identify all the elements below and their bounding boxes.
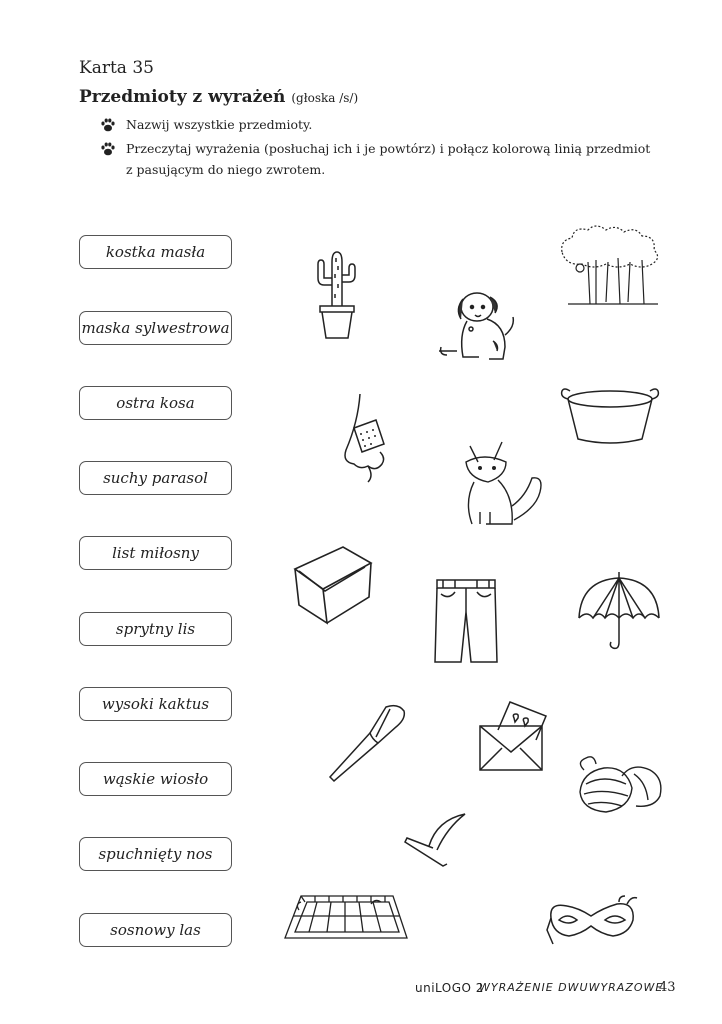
fox-icon[interactable] <box>456 436 548 528</box>
instruction-1 <box>100 114 312 135</box>
phrase-box[interactable]: wąskie wiosło <box>79 762 232 796</box>
mask-icon[interactable] <box>545 894 639 950</box>
phrase-box[interactable]: maska sylwestrowa <box>79 311 232 345</box>
phrase-box[interactable]: list miłosny <box>79 536 232 570</box>
instruction-2 <box>100 138 650 180</box>
footer-label: WYRAŻENIE DWUWYRAZOWE <box>479 981 664 994</box>
cactus-icon[interactable] <box>312 240 362 342</box>
page-title <box>79 87 358 107</box>
instruction-text: Przeczytaj wyrażenia (posłuchaj ich i je powtórz) i połącz kolorową linią przedmiot <box>126 141 651 156</box>
instruction-text: Nazwij wszystkie przedmioty. <box>126 117 313 132</box>
title-subtitle: (głoska /s/) <box>291 91 359 105</box>
scythe-icon[interactable] <box>403 812 467 870</box>
phrase-box[interactable]: sprytny lis <box>79 612 232 646</box>
phrase-box[interactable]: wysoki kaktus <box>79 687 232 721</box>
dog-icon[interactable] <box>437 285 521 367</box>
phrase-box[interactable]: kostka masła <box>79 235 232 269</box>
instruction-text-continued: z pasującym do niego zwrotem. <box>126 162 326 177</box>
title-text: Przedmioty z wyrażeń <box>79 87 286 107</box>
cocoa-pods-icon[interactable] <box>572 752 664 816</box>
love-letter-icon[interactable] <box>476 700 550 774</box>
umbrella-icon[interactable] <box>575 570 663 652</box>
nose-icon[interactable] <box>338 392 398 484</box>
phrase-box[interactable]: suchy parasol <box>79 461 232 495</box>
phrase-box[interactable]: ostra kosa <box>79 386 232 420</box>
pool-icon[interactable] <box>283 892 409 942</box>
oar-icon[interactable] <box>326 703 408 783</box>
page-number: 43 <box>659 980 676 995</box>
tub-icon[interactable] <box>558 385 664 447</box>
butter-icon[interactable] <box>291 543 375 625</box>
footer-logo: uniLOGO 2 <box>415 981 484 995</box>
forest-icon[interactable] <box>558 222 664 306</box>
trousers-icon[interactable] <box>433 578 499 664</box>
paw-icon <box>100 117 116 133</box>
paw-icon <box>100 141 116 157</box>
card-number: Karta 35 <box>79 58 154 78</box>
phrase-box[interactable]: spuchnięty nos <box>79 837 232 871</box>
phrase-box[interactable]: sosnowy las <box>79 913 232 947</box>
